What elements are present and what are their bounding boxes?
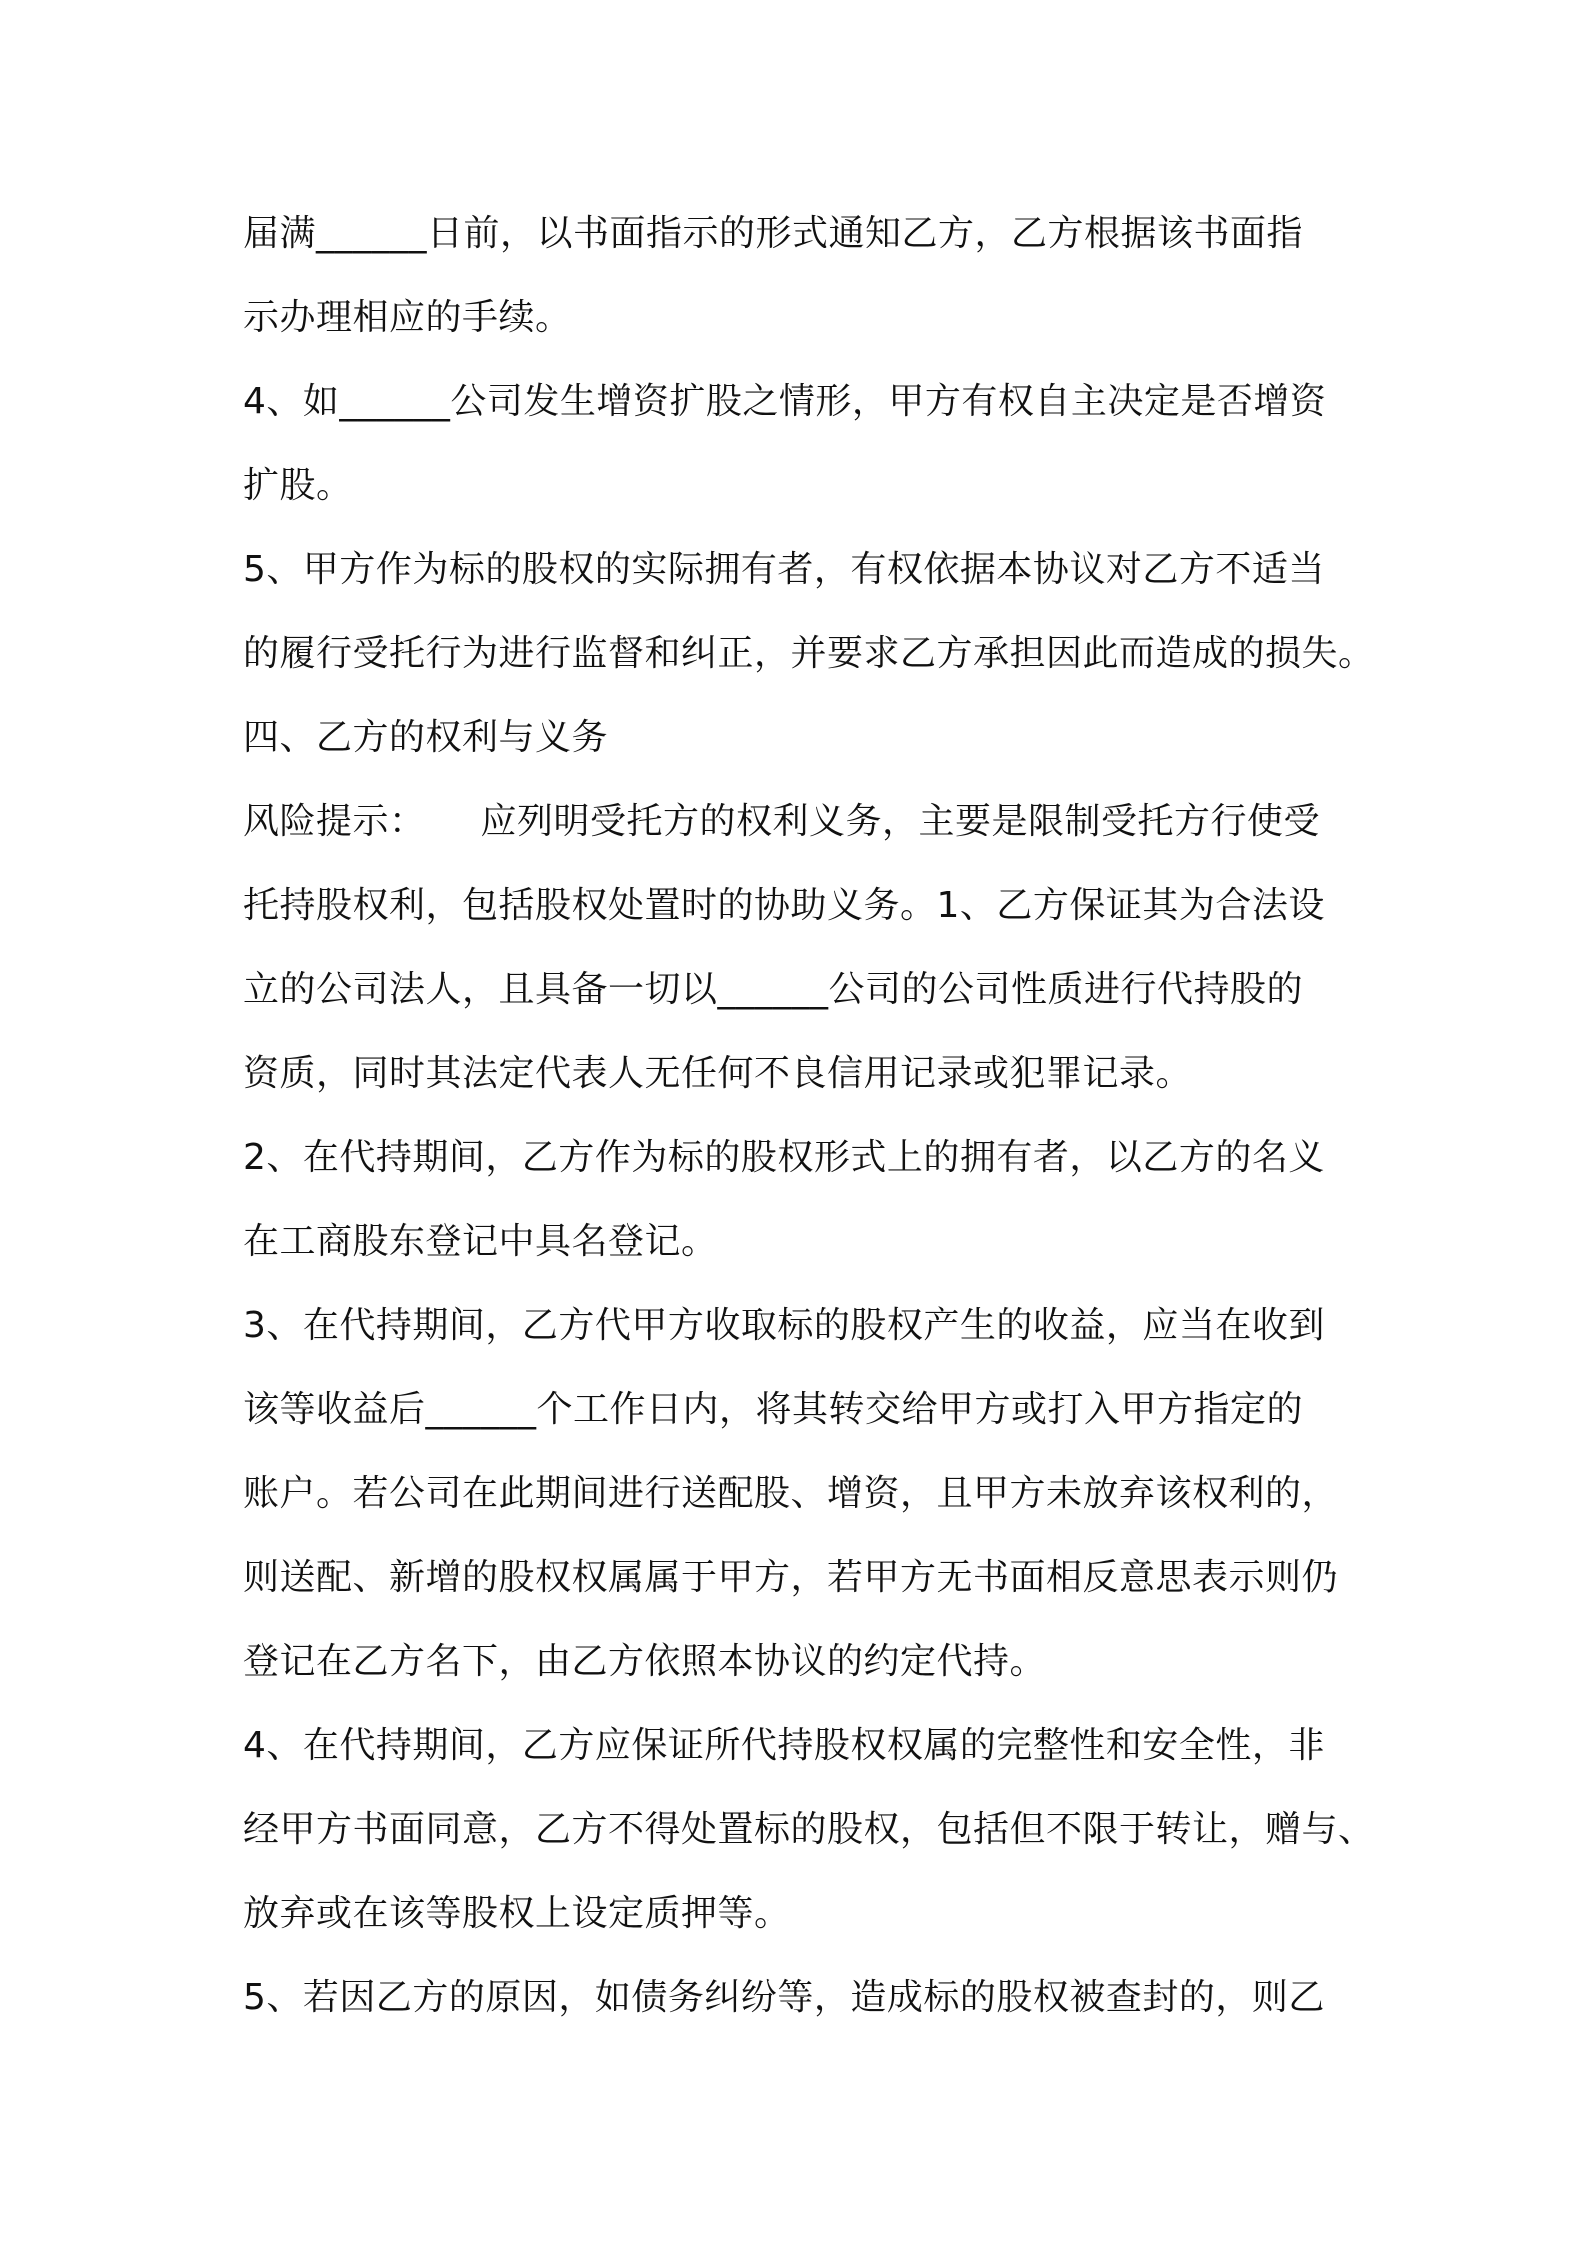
text-line: 示办理相应的手续。 <box>243 297 572 338</box>
text-line: 4、在代持期间，乙方应保证所代持股权权属的完整性和安全性，非 <box>243 1725 1325 1766</box>
text-line: 风险提示： 应列明受托方的权利义务，主要是限制受托方行使受 <box>243 801 1321 842</box>
text-line: 立的公司法人，且具备一切以______公司的公司性质进行代持股的 <box>243 969 1304 1010</box>
text-line: 在工商股东登记中具名登记。 <box>243 1221 718 1262</box>
text-line: 届满______日前，以书面指示的形式通知乙方，乙方根据该书面指 <box>243 213 1304 254</box>
document-body <box>243 192 1393 2040</box>
section-heading: 四、乙方的权利与义务 <box>243 717 609 758</box>
text-line: 该等收益后______个工作日内，将其转交给甲方或打入甲方指定的 <box>243 1389 1304 1430</box>
text-line: 放弃或在该等股权上设定质押等。 <box>243 1893 791 1934</box>
text-line: 登记在乙方名下，由乙方依照本协议的约定代持。 <box>243 1641 1047 1682</box>
text-line: 扩股。 <box>243 465 353 506</box>
text-line: 5、甲方作为标的股权的实际拥有者，有权依据本协议对乙方不适当 <box>243 549 1325 590</box>
text-line: 3、在代持期间，乙方代甲方收取标的股权产生的收益，应当在收到 <box>243 1305 1325 1346</box>
text-line: 托持股权利，包括股权处置时的协助义务。1、乙方保证其为合法设 <box>243 885 1325 926</box>
text-line: 经甲方书面同意，乙方不得处置标的股权，包括但不限于转让，赠与、 <box>243 1809 1375 1850</box>
text-line: 账户。若公司在此期间进行送配股、增资，且甲方未放弃该权利的， <box>243 1473 1339 1514</box>
text-line: 5、若因乙方的原因，如债务纠纷等，造成标的股权被查封的，则乙 <box>243 1977 1325 2018</box>
text-line: 则送配、新增的股权权属属于甲方，若甲方无书面相反意思表示则仍 <box>243 1557 1339 1598</box>
text-line: 4、如______公司发生增资扩股之情形，甲方有权自主决定是否增资 <box>243 381 1327 422</box>
text-line: 资质，同时其法定代表人无任何不良信用记录或犯罪记录。 <box>243 1053 1193 1094</box>
text-line: 的履行受托行为进行监督和纠正，并要求乙方承担因此而造成的损失。 <box>243 633 1375 674</box>
text-line: 2、在代持期间，乙方作为标的股权形式上的拥有者，以乙方的名义 <box>243 1137 1325 1178</box>
